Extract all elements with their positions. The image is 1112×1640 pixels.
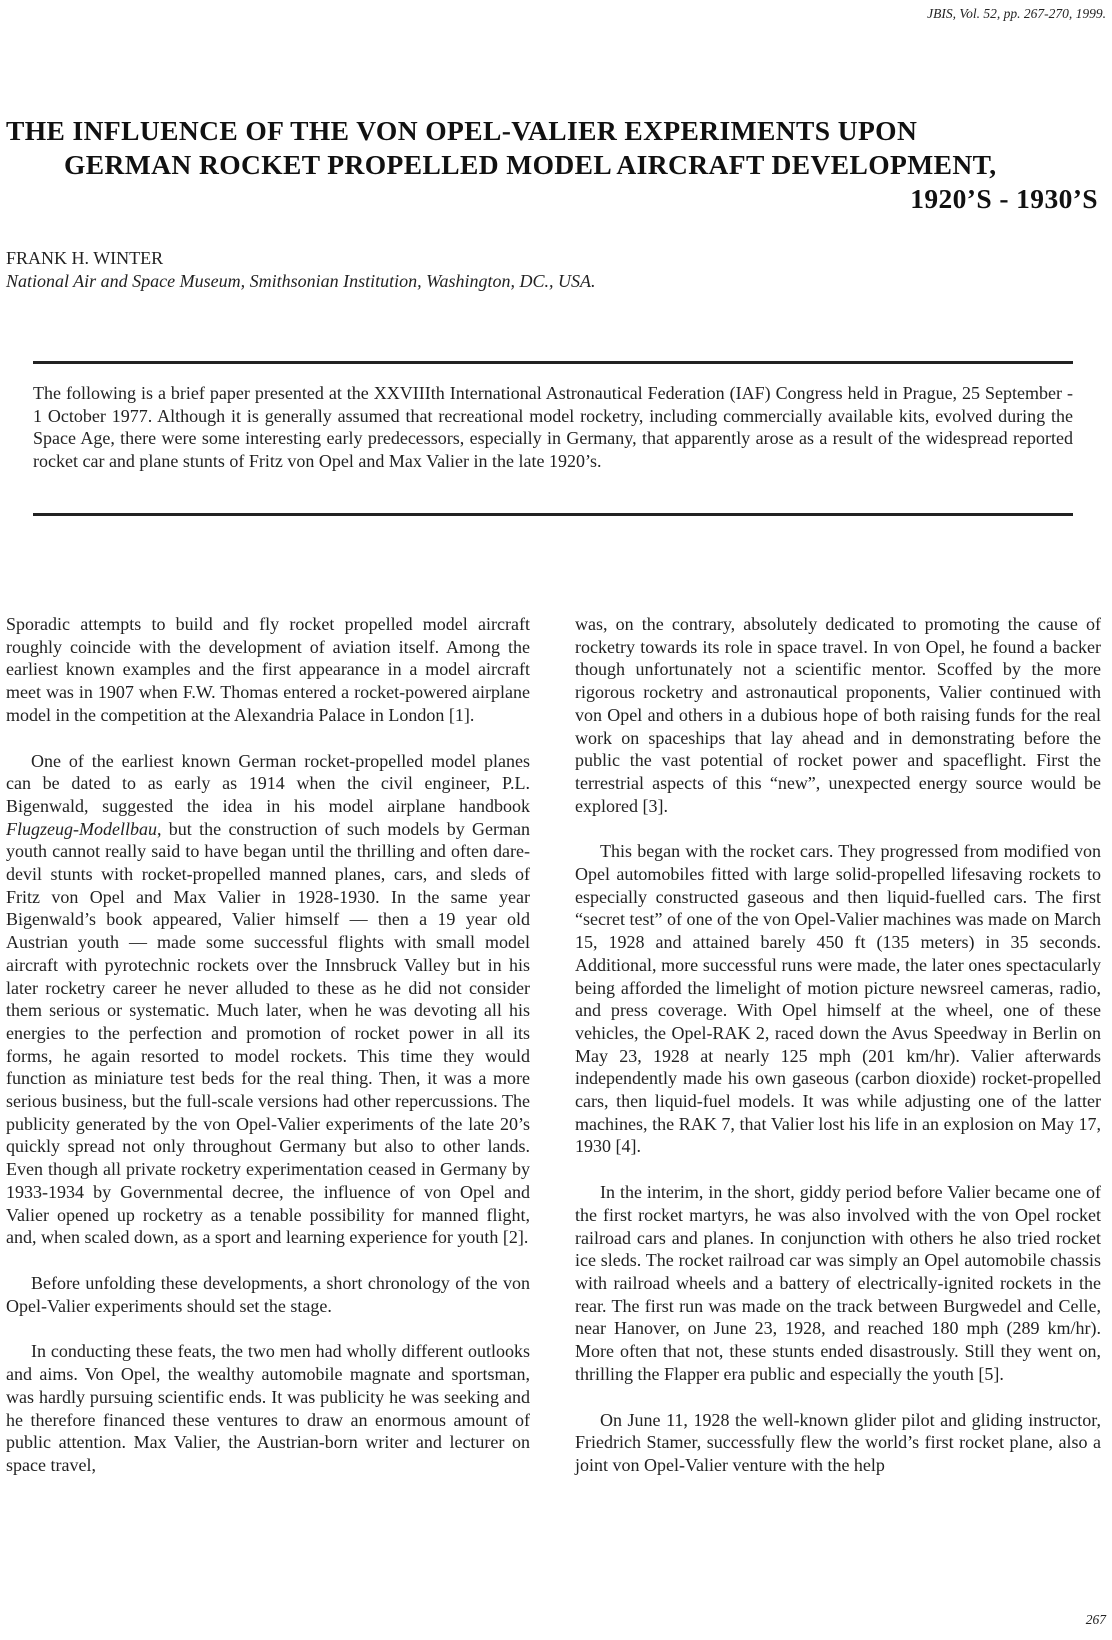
author-name: FRANK H. WINTER — [6, 248, 164, 268]
paragraph-text: One of the earliest known German rocket-propelled model planes can be dated to as early as 1914 when the civil engineer, P.L. Bigenwald, suggested the idea in his model airplane handbook — [6, 750, 530, 816]
book-title: Flugzeug-Modellbau — [6, 818, 157, 839]
paragraph-text: , but the construction of such models by German youth cannot really said to have began until the thrilling and often dare-devil stunts with rocket-propelled manned planes, cars, and sleds of Fritz von Opel and Max Valier in 1928-1930. In the same year Bigenwald’s book appeared, Valier himself — then a 19 year old Austrian youth — made some successful flights with small model aircraft with pyrotechnic rockets over the Innsbruck Valley but in his later rocketry career he never alluded to these as he did not consider them serious or systematic. Much later, when he was devoting all his energies to the perfection and promotion of rocket power in all its forms, he again resorted to model rockets. This time they would function as miniature test beds for the real thing. Then, it was a more serious business, but the full-scale versions had other repercussions. The publicity generated by the von Opel-Valier experiments of the late 20’s quickly spread not only throughout Germany but also to other lands. Even though all private rocketry experimentation ceased in Germany by 1933-1934 by Governmental decree, the influence of von Opel and Valier opened up rocketry as a tenable possibility for manned flight, and, when scaled down, as a sport and learning experience for youth [2]. — [6, 818, 530, 1248]
paragraph: was, on the contrary, absolutely dedicated to promoting the cause of rocketry towards its role in space travel. In von Opel, he found a backer though unfortunately not a scientific mentor. Scoffed by the more rigorous rocketry and astronautical proponents, Valier continued with von Opel and others in a dubious hope of both raising funds for the real work on spaceships that lay ahead and in demonstrating before the public the vast potential of rocket power and spaceflight. First the terrestrial aspects of this “new”, unexpected energy source would be explored [3]. — [575, 614, 1101, 816]
title-line-2: GERMAN ROCKET PROPELLED MODEL AIRCRAFT DEVELOPMENT, — [64, 149, 997, 180]
author-affiliation: National Air and Space Museum, Smithsonian Institution, Washington, DC., USA. — [6, 271, 596, 291]
paragraph: In conducting these feats, the two men had wholly different outlooks and aims. Von Opel, the wealthy automobile magnate and sportsman, was hardly pursuing scientific ends. It was publicity he was seeking and he therefore financed these ventures to draw an enormous amount of public attention. Max Valier, the Austrian-born writer and lecturer on space travel, — [6, 1341, 530, 1475]
paragraph: Sporadic attempts to build and fly rocket propelled model aircraft roughly coincide with the development of aviation itself. Among the earliest known examples and the first appearance in a model aircraft meet was in 1907 when F.W. Thomas entered a rocket-powered airplane model in the competition at the Alexandria Palace in London [1]. — [6, 614, 530, 725]
paragraph — [6, 750, 530, 1249]
paragraph: On June 11, 1928 the well-known glider pilot and gliding instructor, Friedrich Stamer, successfully flew the world’s first rocket plane, also a joint von Opel-Valier venture with the help — [575, 1409, 1101, 1475]
paragraph: In the interim, in the short, giddy period before Valier became one of the first rocket martyrs, he was also involved with the von Opel rocket railroad cars and planes. In conjunction with others he also tried rocket ice sleds. The rocket railroad car was simply an Opel automobile chassis with railroad wheels and a battery of electrically-ignited rockets in the rear. The first run was made on the track between Burgwedel and Celle, near Hanover, on June 23, 1928, and reached 180 mph (289 km/hr). More often that not, these stunts ended disastrously. Still they went on, thrilling the Flapper era public and especially the youth [5]. — [575, 1182, 1101, 1384]
journal-citation: JBIS, Vol. 52, pp. 267-270, 1999. — [927, 6, 1106, 21]
abstract-rule-bottom — [33, 513, 1073, 516]
paragraph: This began with the rocket cars. They progressed from modified von Opel automobiles fitted with large solid-propelled lifesaving rockets to especially constructed gaseous and then liquid-fuelled cars. The first “secret test” of one of the von Opel-Valier machines was made on March 15, 1928 and attained barely 450 ft (135 meters) in 35 seconds. Additional, more successful runs were made, the later ones spectacularly being afforded the limelight of motion picture newsreel cameras, radio, and press coverage. With Opel himself at the wheel, one of these vehicles, the Opel-RAK 2, raced down the Avus Speedway in Berlin on May 23, 1928 at nearly 125 mph (201 km/hr). Valier afterwards independently made his own gaseous (carbon dioxide) rocket-propelled cars, then liquid-fuel models. It was while adjusting one of the latter machines, the RAK 7, that Valier lost his life in an explosion on May 17, 1930 [4]. — [575, 841, 1101, 1157]
title-line-3: 1920’S - 1930’S — [910, 183, 1098, 214]
paper-title — [6, 114, 1098, 216]
page-number: 267 — [1085, 1612, 1106, 1627]
abstract: The following is a brief paper presented at the XXVIIIth International Astronautical Federation (IAF) Congress held in Prague, 25 September - 1 October 1977. Although it is generally assumed that recreational model rocketry, including commercially available kits, evolved during the Space Age, there were some interesting early predecessors, especially in Germany, that apparently arose as a result of the widespread reported rocket car and plane stunts of Fritz von Opel and Max Valier in the late 1920’s. — [33, 383, 1073, 471]
abstract-rule-top — [33, 361, 1073, 364]
body-column-right — [575, 613, 1101, 1477]
paragraph: Before unfolding these developments, a short chronology of the von Opel-Valier experiments should set the stage. — [6, 1272, 530, 1316]
body-column-left — [6, 613, 530, 1477]
title-line-1: THE INFLUENCE OF THE VON OPEL-VALIER EXPERIMENTS UPON — [6, 115, 918, 146]
